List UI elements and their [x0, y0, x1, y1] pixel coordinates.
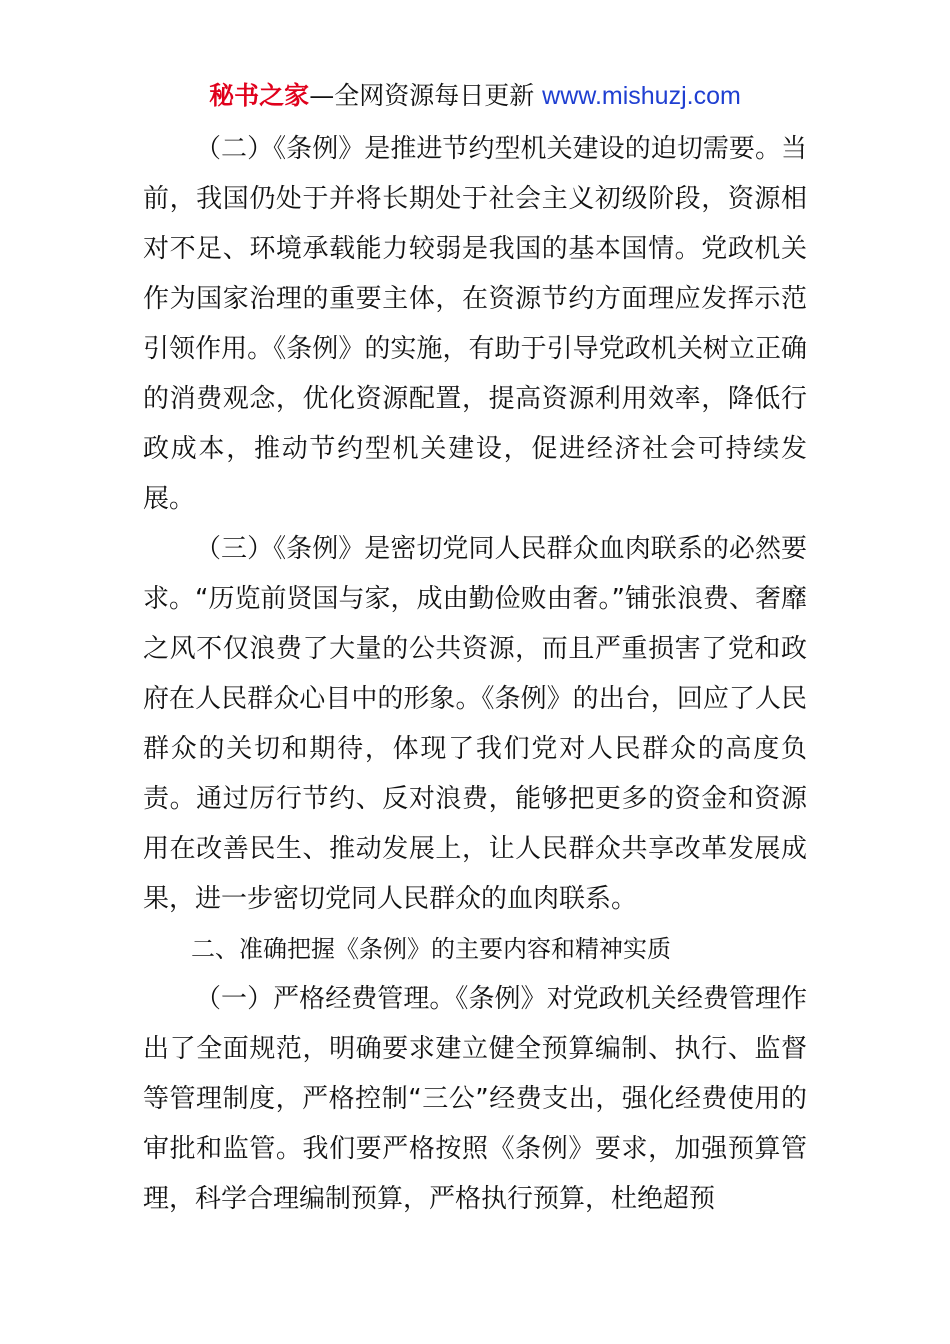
site-url-link[interactable]: www.mishuzj.com: [542, 82, 741, 110]
document-body: [143, 124, 807, 1224]
site-header: [0, 80, 950, 112]
paragraph-party-masses-ties: （三）《条例》是密切党同人民群众血肉联系的必然要求。“历览前贤国与家，成由勤俭败由奢。”铺张浪费、奢靡之风不仅浪费了大量的公共资源，而且严重损害了党和政府在人民群众心目中的形象。《条例》的出台，回应了人民群众的关切和期待，体现了我们党对人民群众的高度负责。通过厉行节约、反对浪费，能够把更多的资金和资源用在改善民生、推动发展上，让人民群众共享改革发展成果，进一步密切党同人民群众的血肉联系。: [143, 534, 807, 914]
header-tagline: —全网资源每日更新: [309, 81, 535, 110]
brand-name: 秘书之家: [209, 81, 310, 110]
paragraph-fund-management: （一）严格经费管理。《条例》对党政机关经费管理作出了全面规范，明确要求建立健全预算编制、执行、监督等管理制度，严格控制“三公”经费支出，强化经费使用的审批和监管。我们要严格按照《条例》要求，加强预算管理，科学合理编制预算，严格执行预算，杜绝超预: [143, 984, 807, 1214]
section-heading: 二、准确把握《条例》的主要内容和精神实质: [191, 935, 671, 963]
paragraph-economical-organ: （二）《条例》是推进节约型机关建设的迫切需要。当前，我国仍处于并将长期处于社会主义初级阶段，资源相对不足、环境承载能力较弱是我国的基本国情。党政机关作为国家治理的重要主体，在资源节约方面理应发挥示范引领作用。《条例》的实施，有助于引导党政机关树立正确的消费观念，优化资源配置，提高资源利用效率，降低行政成本，推动节约型机关建设，促进经济社会可持续发展。: [143, 134, 807, 514]
